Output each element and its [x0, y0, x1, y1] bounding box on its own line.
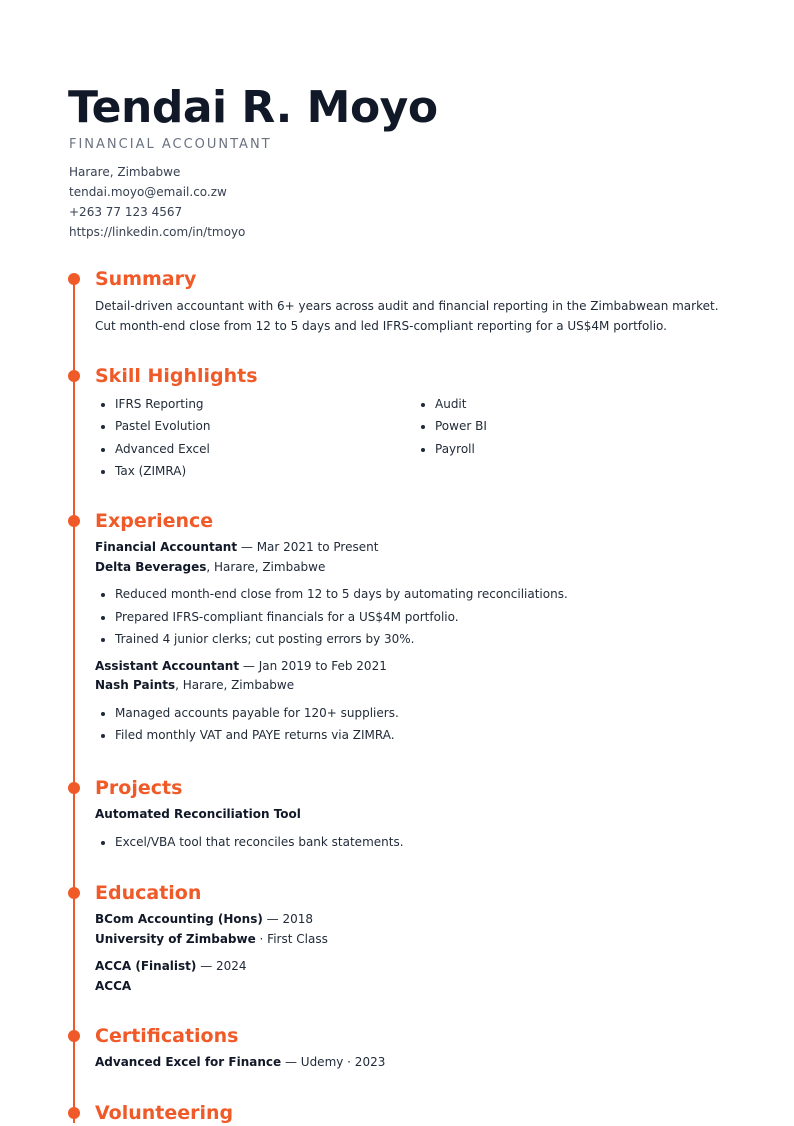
job-bullet: • Filed monthly VAT and PAYE returns via ZIMRA.: [115, 724, 735, 747]
timeline-dot: [68, 887, 80, 899]
job-title: Financial Accountant: [95, 540, 238, 554]
job-entry: [95, 657, 735, 747]
job-bullets: [95, 702, 735, 747]
candidate-name: Tendai R. Moyo: [68, 82, 438, 133]
job-dates: — Mar 2021 to Present: [237, 540, 379, 554]
timeline-dot: [68, 515, 80, 527]
projects-heading: Projects: [95, 777, 183, 799]
contact-phone: +263 77 123 4567: [69, 205, 183, 219]
contact-location: Harare, Zimbabwe: [69, 165, 181, 179]
timeline-line: [73, 274, 75, 1123]
cert-name: Advanced Excel for Finance: [95, 1055, 282, 1069]
job-role: FINANCIAL ACCOUNTANT: [69, 137, 272, 152]
job-bullet: • Managed accounts payable for 120+ suppliers.: [115, 702, 735, 725]
job-bullets: [95, 583, 735, 651]
summary-heading: Summary: [95, 268, 197, 290]
education-section: [95, 880, 735, 996]
summary-section: [95, 266, 735, 336]
edu-school: ACCA: [95, 978, 132, 993]
edu-year: — 2024: [196, 959, 247, 973]
education-entry: [95, 957, 735, 996]
contact-email[interactable]: tendai.moyo@email.co.zw: [69, 185, 227, 199]
certifications-heading: Certifications: [95, 1025, 239, 1047]
experience-heading: Experience: [95, 510, 214, 532]
volunteering-section: [95, 1100, 735, 1126]
job-bullet: • Trained 4 junior clerks; cut posting errors by 30%.: [115, 628, 735, 651]
certifications-section: [95, 1023, 735, 1073]
skills-column-1: [95, 393, 415, 483]
timeline-dot: [68, 273, 80, 285]
project-entry: [95, 805, 735, 853]
job-location: , Harare, Zimbabwe: [206, 559, 326, 574]
project-title: Automated Reconciliation Tool: [95, 807, 301, 821]
education-entry: [95, 910, 735, 949]
timeline-dot: [68, 782, 80, 794]
edu-year: — 2018: [262, 912, 313, 926]
education-heading: Education: [95, 882, 202, 904]
edu-school: University of Zimbabwe: [95, 931, 256, 946]
job-location: , Harare, Zimbabwe: [175, 678, 295, 692]
job-company: Nash Paints: [95, 678, 176, 692]
cert-detail: — Udemy · 2023: [281, 1055, 386, 1069]
skill-item: • Payroll: [435, 438, 735, 460]
job-bullet: • Reduced month-end close from 12 to 5 days by automating reconciliations.: [115, 583, 735, 606]
project-bullet: • Excel/VBA tool that reconciles bank statements.: [115, 831, 735, 854]
timeline-dot: [68, 1030, 80, 1042]
edu-note: · First Class: [255, 931, 328, 946]
timeline-dot: [68, 370, 80, 382]
edu-degree: ACCA (Finalist): [95, 959, 197, 973]
job-title-line: [95, 538, 735, 558]
skills-heading: Skill Highlights: [95, 365, 258, 387]
job-company-line: [95, 558, 735, 578]
skills-columns: [95, 393, 735, 483]
skill-item: • Advanced Excel: [115, 438, 415, 460]
certification-entry: [95, 1053, 735, 1073]
skill-item: • Audit: [435, 393, 735, 415]
skill-item: • IFRS Reporting: [115, 393, 415, 415]
contact-linkedin[interactable]: https://linkedin.com/in/tmoyo: [69, 225, 246, 239]
job-title: Assistant Accountant: [95, 658, 240, 673]
job-bullet: • Prepared IFRS-compliant financials for a US$4M portfolio.: [115, 606, 735, 629]
experience-section: [95, 508, 735, 747]
projects-section: [95, 775, 735, 853]
skills-section: [95, 363, 735, 483]
skill-item: • Power BI: [435, 415, 735, 437]
job-title-line: [95, 657, 735, 677]
project-bullets: [95, 831, 735, 854]
job-company-line: [95, 676, 735, 696]
skill-item: • Pastel Evolution: [115, 415, 415, 437]
job-company: Delta Beverages: [95, 559, 207, 574]
contact-info: [69, 162, 245, 242]
job-dates: — Jan 2019 to Feb 2021: [239, 658, 387, 673]
skill-item: • Tax (ZIMRA): [115, 460, 415, 482]
volunteering-heading: Volunteering: [95, 1102, 234, 1124]
timeline-dot: [68, 1107, 80, 1119]
skills-column-2: [415, 393, 735, 483]
summary-text: Detail-driven accountant with 6+ years across audit and financial reporting in the Zimbabwean market. Cut month-end close from 12 to 5 days and led IFRS-compliant reporting for a US$4M portfolio.: [95, 299, 719, 333]
job-entry: [95, 538, 735, 651]
edu-degree: BCom Accounting (Hons): [95, 912, 263, 926]
